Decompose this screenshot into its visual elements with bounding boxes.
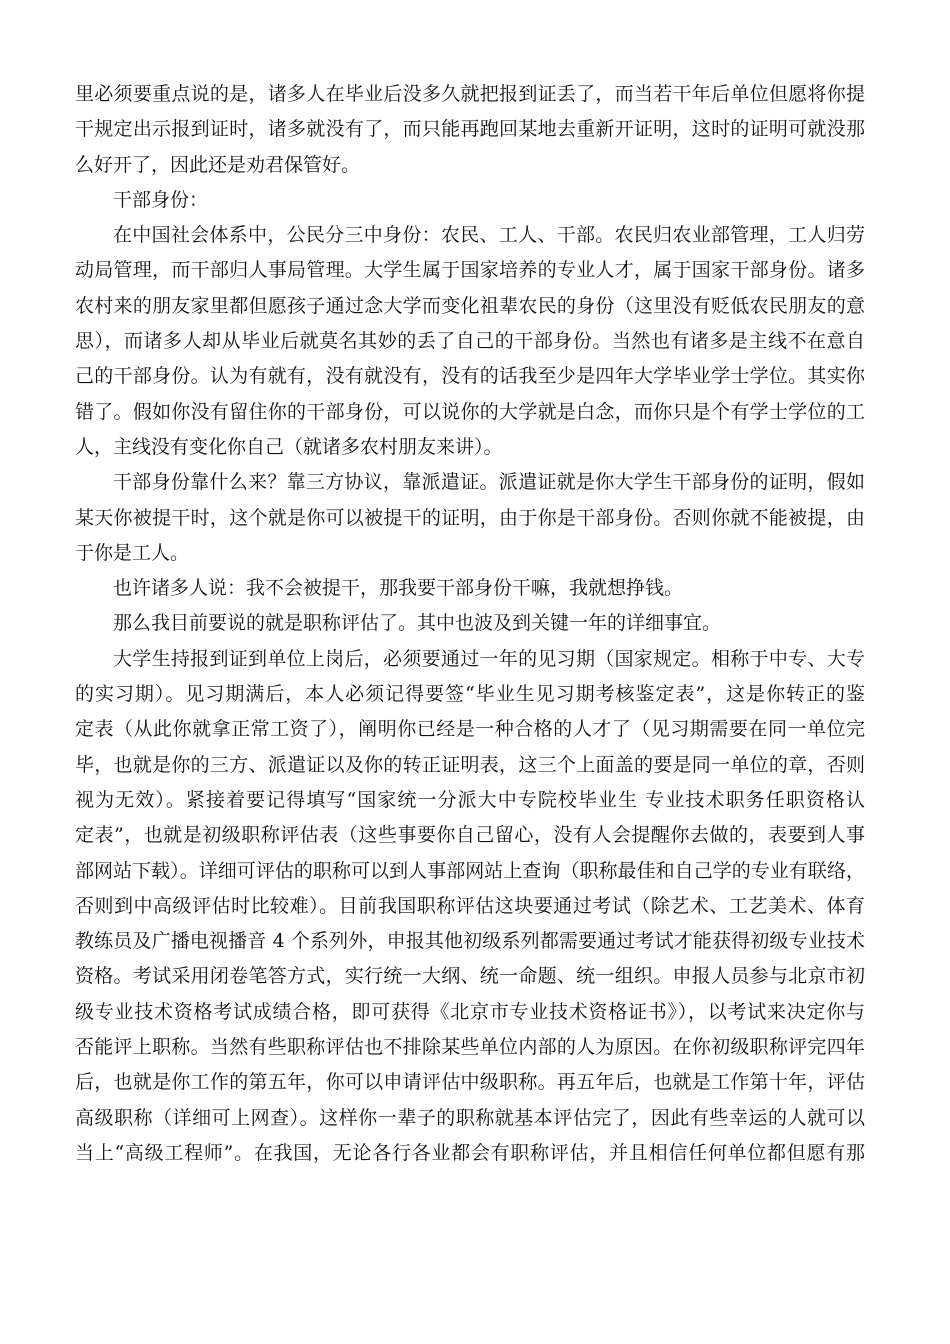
text-line: 定表”，也就是初级职称评估表（这些事要你自己留心，没有人会提醒你去做的，表要到人事: [75, 824, 865, 847]
text-line: 于你是工人。: [75, 541, 190, 564]
paragraph-first-line: 那么我目前要说的就是职称评估了。其中也波及到关键一年的详细事宜。: [113, 612, 722, 635]
text-line: 否能评上职称。当然有些职称评估也不排除某些单位内部的人为原因。在你初级职称评完四年: [75, 1036, 865, 1059]
text-line: 思），而诸多人却从毕业后就莫名其妙的丢了自己的干部身份。当然也有诸多是主线不在意自: [75, 330, 865, 353]
text-line: 部网站下载）。详细可评估的职称可以到人事部网站上查询（职称最佳和自己学的专业有联络，: [75, 859, 865, 882]
paragraph-first-line: 也许诸多人说：我不会被提干，那我要干部身份干嘛，我就想挣钱。: [113, 577, 684, 600]
paragraph-first-line: 干部身份靠什么来？靠三方协议，靠派遣证。派遣证就是你大学生干部身份的证明，假如: [113, 471, 865, 494]
document-body: [75, 77, 865, 1171]
text-line: 错了。假如你没有留住你的干部身份，可以说你的大学就是白念，而你只是个有学士学位的工: [75, 400, 865, 423]
text-line: 人，主线没有变化你自己（就诸多农村朋友来讲）。: [75, 435, 503, 458]
text-line: 某天你被提干时，这个就是你可以被提干的证明，由于你是干部身份。否则你就不能被提，由: [75, 506, 865, 529]
text-line: 么好开了，因此还是劝君保管好。: [75, 153, 361, 176]
text-line: 当上“高级工程师”。在我国，无论各行各业都会有职称评估，并且相信任何单位都但愿有那: [75, 1141, 865, 1164]
text-line: 否则到中高级评估时比较难）。目前我国职称评估这块要通过考试（除艺术、工艺美术、体育: [75, 894, 865, 917]
text-line: 的实习期）。见习期满后，本人必须记得要签“毕业生见习期考核鉴定表”，这是你转正的鉴: [75, 683, 865, 706]
text-line: 动局管理，而干部归人事局管理。大学生属于国家培养的专业人才，属于国家干部身份。诸多: [75, 259, 865, 282]
text-line: 教练员及广播电视播音 4 个系列外，申报其他初级系列都需要通过考试才能获得初级专业技术: [75, 930, 865, 953]
paragraph-first-line: 在中国社会体系中，公民分三中身份：农民、工人、干部。农民归农业部管理，工人归劳: [113, 224, 865, 247]
paragraph-first-line: 干部身份：: [113, 188, 209, 211]
text-line: 农村来的朋友家里都但愿孩子通过念大学而变化祖辈农民的身份（这里没有贬低农民朋友的意: [75, 294, 865, 317]
text-line: 里必须要重点说的是，诸多人在毕业后没多久就把报到证丢了，而当若干年后单位但愿将你提: [75, 83, 865, 105]
text-line: 干规定出示报到证时，诸多就没有了，而只能再跑回某地去重新开证明，这时的证明可就没那: [75, 118, 865, 141]
text-line: 高级职称（详细可上网查）。这样你一辈子的职称就基本评估完了，因此有些幸运的人就可以: [75, 1106, 865, 1129]
text-line: 视为无效）。紧接着要记得填写“国家统一分派大中专院校毕业生 专业技术职务任职资格认: [75, 788, 865, 811]
text-line: 己的干部身份。认为有就有，没有就没有，没有的话我至少是四年大学毕业学士学位。其实你: [75, 365, 865, 388]
paragraph-first-line: 大学生持报到证到单位上岗后，必须要通过一年的见习期（国家规定。相称于中专、大专: [113, 647, 865, 670]
text-line: 后，也就是你工作的第五年，你可以申请评估中级职称。再五年后，也就是工作第十年，评估: [75, 1071, 865, 1094]
text-line: 级专业技术资格考试成绩合格，即可获得《北京市专业技术资格证书》），以考试来决定你与: [75, 1000, 865, 1023]
text-line: 毕，也就是你的三方、派遣证以及你的转正证明表，这三个上面盖的要是同一单位的章，否则: [75, 753, 865, 776]
text-line: 定表（从此你就拿正常工资了），阐明你已经是一种合格的人才了（见习期需要在同一单位完: [75, 718, 865, 741]
text-line: 资格。考试采用闭卷笔答方式，实行统一大纲、统一命题、统一组织。申报人员参与北京市初: [75, 965, 865, 988]
